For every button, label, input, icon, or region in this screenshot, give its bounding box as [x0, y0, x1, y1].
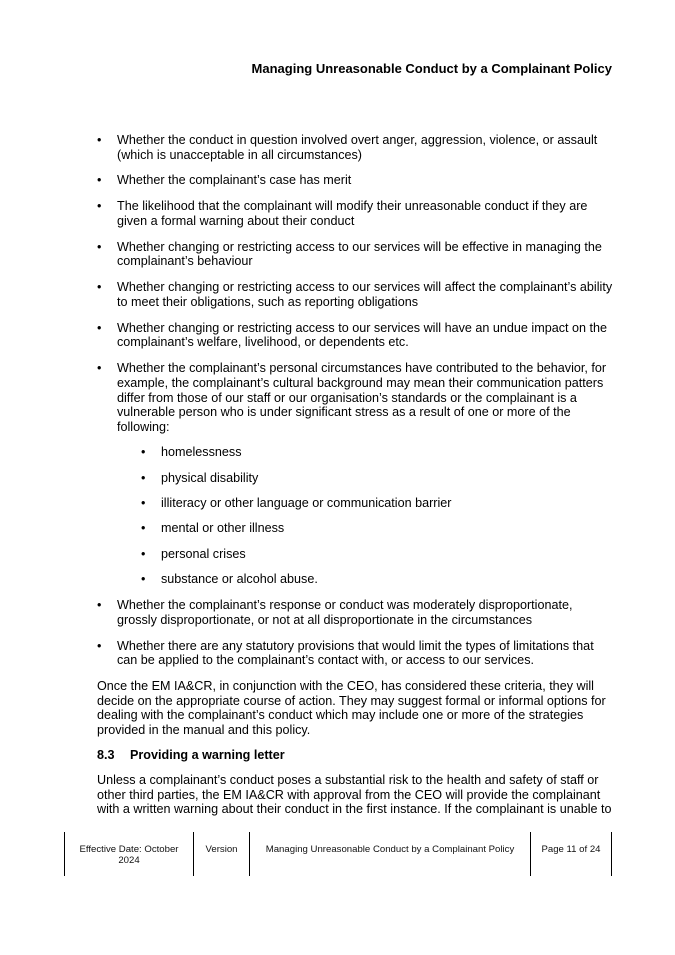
- sub-list-item: [141, 471, 613, 486]
- bullet-icon: •: [97, 638, 102, 653]
- sub-list-item-text: homelessness: [161, 445, 242, 460]
- bullet-icon: •: [97, 173, 102, 188]
- bullet-icon: •: [97, 320, 102, 335]
- list-item-text: Whether the complainant’s personal circumstances have contributed to the behavior, for example, the complainant’s cultural background may mean their communication patters differ from those of our staff or our organisation’s standards or the complainant is a vulnerable person who is under significant stress as a result of one or more of the following:: [117, 361, 607, 434]
- bullet-icon: •: [141, 572, 146, 587]
- list-item-text: Whether the conduct in question involved overt anger, aggression, violence, or assault (which is unacceptable in all circumstances): [117, 133, 598, 162]
- circumstances-sublist: [141, 445, 613, 587]
- bullet-icon: •: [97, 199, 102, 214]
- sub-list-item-text: substance or alcohol abuse.: [161, 572, 318, 587]
- bullet-icon: •: [97, 280, 102, 295]
- bullet-icon: •: [141, 496, 146, 511]
- sub-list-item: [141, 547, 613, 562]
- sub-list-item-text: personal crises: [161, 546, 246, 561]
- bullet-icon: •: [141, 445, 146, 460]
- bullet-icon: •: [141, 546, 146, 561]
- list-item: [97, 598, 613, 627]
- list-item-text: Whether there are any statutory provisions that would limit the types of limitations that can be applied to the complainant’s contact with, or access to our services.: [117, 638, 594, 668]
- footer-effective-date: [64, 832, 193, 876]
- bullet-icon: •: [97, 598, 102, 613]
- list-item-text: Whether the complainant’s response or conduct was moderately disproportionate, grossly disproportionate, or not at all disproportionate in the circumstances: [117, 598, 573, 627]
- sub-list-item-text: illiteracy or other language or communication barrier: [161, 496, 452, 511]
- list-item: [97, 639, 613, 668]
- page-footer: [64, 832, 612, 876]
- body-paragraph: Once the EM IA&CR, in conjunction with the CEO, has considered these criteria, they will decide on the appropriate course of action. They may suggest formal or informal options for dealing with the complainant’s conduct which may include one or more of the strategies provided in the manual and this policy.: [97, 679, 606, 737]
- list-item: [97, 361, 613, 587]
- section-title: Providing a warning letter: [130, 748, 285, 763]
- footer-page-number-text: Page 11 of 24: [541, 844, 601, 855]
- criteria-list: [97, 133, 613, 668]
- list-item-text: Whether the complainant’s case has merit: [117, 173, 352, 188]
- list-item-text: The likelihood that the complainant will modify their unreasonable conduct if they are given a formal warning about their conduct: [117, 199, 588, 228]
- footer-policy-name: [249, 832, 530, 876]
- page-header-title: Managing Unreasonable Conduct by a Complainant Policy: [251, 61, 612, 76]
- sub-list-item: [141, 572, 613, 587]
- sub-list-item: [141, 445, 613, 460]
- section-heading: [97, 748, 613, 763]
- footer-policy-name-text: Managing Unreasonable Conduct by a Complainant Policy: [265, 844, 515, 855]
- bullet-icon: •: [97, 239, 102, 254]
- footer-page-number: [530, 832, 612, 876]
- list-item-text: Whether changing or restricting access to our services will affect the complainant’s ability to meet their obligations, such as reporting obligations: [117, 280, 613, 309]
- sub-list-item-text: physical disability: [161, 470, 259, 485]
- bullet-icon: •: [141, 521, 146, 536]
- footer-version-text: Version: [205, 844, 238, 855]
- bullet-icon: •: [97, 133, 102, 147]
- list-item: [97, 133, 613, 162]
- footer-version: [193, 832, 249, 876]
- bullet-icon: •: [141, 470, 146, 485]
- bullet-icon: •: [97, 361, 102, 376]
- list-item: [97, 173, 613, 188]
- document-body: [97, 133, 613, 828]
- sub-list-item: [141, 496, 613, 511]
- sub-list-item: [141, 521, 613, 536]
- section-number: 8.3: [97, 748, 115, 763]
- body-paragraph: Unless a complainant’s conduct poses a substantial risk to the health and safety of staff or other third parties, the EM IA&CR with approval from the CEO will provide the complainant with a written warning about their conduct in the first instance. If the complainant is unable to: [97, 773, 612, 817]
- footer-effective-date-text: Effective Date: October 2024: [79, 844, 179, 866]
- sub-list-item-text: mental or other illness: [161, 521, 285, 536]
- list-item-text: Whether changing or restricting access to our services will be effective in managing the complainant’s behaviour: [117, 239, 602, 269]
- list-item-text: Whether changing or restricting access to our services will have an undue impact on the complainant’s welfare, livelihood, or dependents etc.: [117, 320, 608, 350]
- list-item: [97, 199, 613, 228]
- list-item: [97, 240, 613, 269]
- list-item: [97, 280, 613, 309]
- list-item: [97, 321, 613, 350]
